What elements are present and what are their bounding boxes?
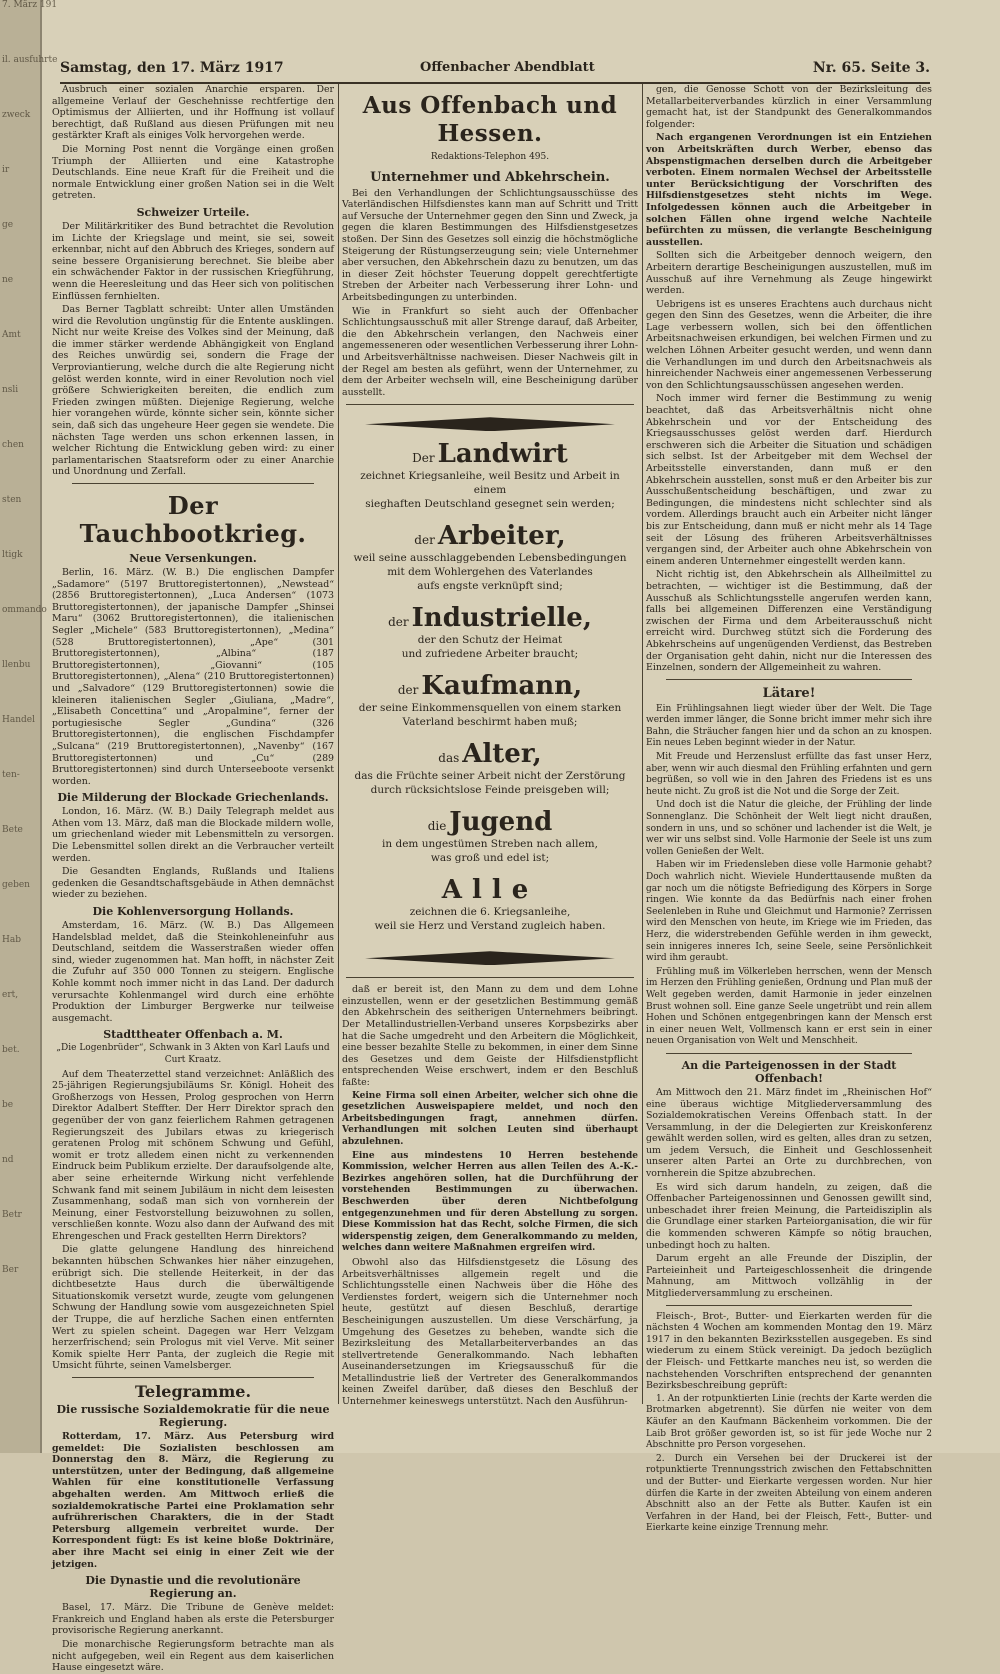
section-divider (666, 1305, 912, 1306)
ad-text-line: mit dem Wohlergehen des Vaterlandes (387, 566, 593, 579)
ad-block (352, 521, 628, 603)
laetare-heading: Lätare! (762, 685, 816, 701)
ad-article-word: der (414, 533, 435, 548)
party-paragraph: Am Mittwoch den 21. März findet im „Rheinischen Hof“ eine überaus wichtige Mitgliederversammlung des Sozialdemokratischen Vereins Offenbach statt. In der Versammlung, in der die Delegierten zur Kreiskonferenz gewählt werden sollen, wird es gelten, alles dran zu setzen, um jedem Versuch, die Einheit und Geschlossenheit unserer alten Partei an Orte zu durchbrechen, von vornherein die Spitze abzubrechen. (646, 1086, 932, 1180)
page-header (60, 56, 930, 84)
article-paragraph: Nach ergangenen Verordnungen ist ein Entziehen von Arbeitskräften durch Werber, ebenso das Abspenstigmachen derselben durch die Arbeitgeber verboten. Einem normalen Wechsel der Arbeitsstelle unter Berücksichtigung der Vorschriften des Hilfsdienstgesetzes steht nichts im Wege. Infolgedessen können auch die Arbeitgeber in solchen Fällen ohne irgend welche Nachteile befürchten zu müssen, die verlangte Bescheinigung ausstellen. (646, 132, 932, 248)
edge-text-fragment: nd (2, 1155, 14, 1165)
edge-text-fragment: ltigk (2, 550, 23, 560)
edge-text-fragment: chen (2, 440, 24, 450)
uboat-paragraph: Berlin, 16. März. (W. B.) Die englischen Dampfer „Sadamore“ (5197 Bruttoregistertonnen), „Newstead“ (2856 Bruttoregistertonnen), „Luca Andersen“ (1073 Bruttoregistertonnen), der japanische Dampfer „Shinsei Maru“ (3062 Bruttoregistertonnen), die italienischen Segler „Michele“ (583 Bruttoregistertonnen), „Medina“ (528 Bruttoregistertonnen), „Ape“ (301 Bruttoregistertonnen), „Albina“ (187 Bruttoregistertonnen), „Giovanni“ (105 Bruttoregistertonnen), „Alena“ (210 Bruttoregistertonnen) und „Salvadore“ (129 Bruttoregistertonnen) sowie die kleineren italienischen Segler „Giuliana, „Madre“, „Elisabeth Concettina“ und „Aropalmine“, ferner der portugiesische Segler „Gundina“ (326 Bruttoregistertonnen), die englischen Fischdampfer „Sulcana“ (219 Bruttoregistertonnen), „Navenby“ (167 Bruttoregistertonnen) und „Cu“ (289 Bruttoregistertonnen) sind durch Unterseeboote versenkt worden. (52, 567, 334, 787)
intro-paragraph: Die Morning Post nennt die Vorgänge einen großen Triumph der Alliierten und eine Katastrophe Deutschlands. Eine neue Kraft für die Freiheit und die normale Entwicklung einer großen Nation sei in die Welt getreten. (52, 143, 334, 202)
ad-block (352, 439, 628, 521)
header-date: Samstag, den 17. März 1917 (60, 60, 284, 76)
edge-text-fragment: Ber (2, 1265, 19, 1275)
header-paper-name: Offenbacher Abendblatt (420, 60, 595, 75)
edge-text-fragment: Hab (2, 935, 21, 945)
laetare-paragraph: Und doch ist die Natur die gleiche, der Frühling der linde Sonnenglanz. Die Schönheit der Welt liegt nicht draußen, sondern in uns, und so schöner und lachender ist die Welt, je wer wir uns selbst sind. Volle Harmonie der Seele ist uns zum vollen Genießen der Welt. (646, 800, 932, 857)
edge-text-fragment: be (2, 1100, 14, 1110)
ad-text-line: das die Früchte seiner Arbeit nicht der Zerstörung (354, 770, 626, 783)
food-cards-paragraph: Fleisch-, Brot-, Butter- und Eierkarten werden für die nächsten 4 Wochen am kommenden Montag den 19. März 1917 in den bekannten Bezirksstellen ausgegeben. Es sind wiederum zu einem Stück vereinigt. Da jedoch bezüglich der Fleisch- und Fettkarte manches neu ist, so werden die nachstehenden Vorschriften entsprechend der genannten Bezirksbeschreibung geprüft: (646, 1310, 932, 1392)
party-paragraph: Es wird sich darum handeln, zu zeigen, daß die Offenbacher Parteigenossinnen und Genossen gewillt sind, unbeschadet ihrer freien Meinung, die Parteidisziplin als die Grundlage einer starken Parteiorganisation, die wir für die kommenden schweren Kämpfe so nötig brauchen, unbedingt hoch zu halten. (646, 1181, 932, 1251)
sozial-paragraph: Rotterdam, 17. März. Aus Petersburg wird gemeldet: Die Sozialisten beschlossen am Donnerstag den 8. März, die Regierung zu unterstützen, unter der Bedingung, daß allgemeine Wahlen für eine konstitutionelle Verfassung abgehalten werden. Am Mittwoch erließ die sozialdemokratische Partei eine Proklamation sehr aufrührerischen Charakters, die in der Stadt Petersburg allgemein verbreitet wurde. Der Korrespondent fügt: Es ist keine bloße Doktrinäre, aber ihre Macht sei einig in einer Zeit wie der jetzigen. (52, 1431, 334, 1570)
ad-text-line: durch rücksichtslose Feinde preisgeben will; (370, 784, 610, 797)
greece-heading: Die Milderung der Blockade Griechenlands. (57, 791, 329, 805)
section-divider (72, 483, 314, 484)
section-divider (666, 679, 912, 680)
edge-text-fragment: nsli (2, 385, 19, 395)
abkehrschein-paragraph: Obwohl also das Hilfsdienstgesetz die Lösung des Arbeitsverhältnisses allgemein regelt und die Schlichtungsstelle einen Nachweis über die Höhe des Verdienstes fordert, weigern sich die Unternehmer noch heute, gestützt auf diesen Beschluß, derartige Bescheinigungen auszustellen. Um diese Verschärfung, ja Umgehung des Gesetzes zu beheben, wandte sich die Bezirksleitung des Metallarbeiterverbandes an das stellvertretende Generalkommando. Nach lebhaften Auseinandersetzungen im Kriegsausschuß für die Metallindustrie ließ der Vertreter des Generalkommandos keinen Zweifel darüber, daß dieses den Beschluß der Unternehmer keineswegs unterstützt. Nach den Ausführun- (342, 1256, 638, 1408)
edge-text-fragment: bet. (2, 1045, 20, 1055)
edge-text-fragment: Amt (2, 330, 21, 340)
ad-article-word: Der (412, 451, 435, 466)
abkehrschein-heading: Unternehmer und Abkehrschein. (370, 169, 610, 185)
ad-text-line: weil sie Herz und Verstand zugleich haben. (374, 920, 606, 933)
article-paragraph: Nicht richtig ist, den Abkehrschein als Allheilmittel zu betrachten, — wichtiger ist die Bestimmung, daß der Ausschuß als Schlichtungsstelle angerufen werden kann, falls bei allgemeinen Differenzen eine Verständigung zwischen der Firma und dem Arbeiterausschuß nicht erreicht wird. Durchweg stützt sich die Forderung des Abkehrscheins auf ungenügenden Verdienst, das Bestreben der Organisation geht dahin, nicht nur die Interessen des Einzelnen, sondern der Allgemeinheit zu wahren. (646, 569, 932, 674)
ad-spacer (352, 797, 628, 807)
abkehrschein-paragraph: Wie in Frankfurt so sieht auch der Offenbacher Schlichtungsausschuß mit aller Strenge darauf, daß Arbeiter, die den Abkehrschein verlangen, den Nachweis einer angemesseneren oder wesentlichen Verbesserung ihrer Lohn- und Arbeitsverhältnisse nachweisen. Dieser Nachweis gilt in der Regel am besten als geführt, wenn der Unternehmer, zu dem der Arbeiter wechseln will, eine Bescheinigung darüber ausstellt. (342, 305, 638, 398)
resolution-paragraph: Keine Firma soll einen Arbeiter, welcher sich ohne die gesetzlichen Ausweispapiere meldet, und noch den Arbeitsbedingungen fragt, annehmen dürfen. Verhandlungen mit solchen Leuten sind überhaupt abzulehnen. (342, 1090, 638, 1147)
ad-text-line: der den Schutz der Heimat (417, 634, 563, 647)
ornament-bottom (365, 951, 615, 965)
food-cards-paragraph: 1. An der rotpunktierten Linie (rechts der Karte werden die Brotmarken abgetrennt). Sie dürfen nie weiter von dem Käufer an den Kaufmann Bäckenheim vorkommen. Die der Laib Brot größer geworden ist, so ist für jede Woche nur 2 Abschnitte pro Person vorgesehen. (646, 1393, 932, 1451)
ad-keyword: Jugend (449, 807, 553, 838)
coal-paragraph: Amsterdam, 16. März. (W. B.) Das Allgemeen Handelsblad meldet, daß die Steinkohleneinfuhr aus Deutschland, seitdem die Wasserstraßen wieder offen sind, wieder zugenommen hat. Man hofft, in nächster Zeit die Zufuhr auf 350 000 Tonnen zu steigern. Englische Kohle kommt noch immer nicht in das Land. Der dadurch verursachte Kohlenmangel wird durch eine erhöhte Produktion der Limburger Bergwerke nur teilweise ausgemacht. (52, 920, 334, 1024)
section-divider (666, 1053, 912, 1054)
edge-text-fragment: ert, (2, 990, 19, 1000)
edge-text-fragment: ge (2, 220, 14, 230)
food-cards-paragraph: 2. Durch ein Versehen bei der Druckerei ist der rotpunktierte Trennungsstrich zwischen den Fettabschnitten und der Butter- und Eierkarte vergessen worden. Nur hier dürfen die Karte in der zweiten Abteilung von einem anderen Abschnitt also an der Fette als Butter. Kaufen ist ein Verfahren in der Hand, bei der Fleisch, Fett-, Butter- und Eierkarte keine einzige Trennung mehr. (646, 1453, 932, 1534)
section-divider (72, 1377, 314, 1378)
sozial-heading: Die russische Sozialdemokratie für die neue Regierung. (56, 1403, 330, 1429)
uboat-subheading: Neue Versenkungen. (129, 552, 257, 565)
coal-heading: Die Kohlenversorgung Hollands. (92, 905, 294, 919)
ad-spacer (352, 933, 628, 943)
edge-text-fragment: Bete (2, 825, 23, 835)
swiss-paragraph: Das Berner Tagblatt schreibt: Unter allen Umständen wird die Revolution ungünstig für die Entente ausklingen. Nicht nur weite Kreise des Volkes sind der Meinung, daß die immer stärker werdende Abhängigkeit von England des Reiches unwürdig sei, sondern die Frage der Verproviantierung, welche durch die alte Regierung nicht gelöst werden konnte, wird in einer Revolution noch viel größere Schwierigkeiten bereiten, die endlich zum Frieden zwingen müßten. Diejenige Regierung, welche hier vorangehen würde, könnte sicher sein, könnte sicher sein, daß sich das ungeheure Heer gegen sie wendete. Die nächsten Tage werden uns schon erkennen lassen, in welcher Richtung die Entwicklung geben wird: zu einer parlamentarischen Staatsreform oder zu einer Anarchie und Unordnung und Zerfall. (52, 304, 334, 478)
ad-text-line: aufs engste verknüpft sind; (417, 580, 563, 593)
edge-text-fragment: il. ausfuhrte (2, 55, 58, 65)
abkehrschein-paragraph: Bei den Verhandlungen der Schlichtungsausschüsse des Vaterländischen Hilfsdienstes kann man auf Schritt und Tritt auf Versuche der Unternehmer gegen den Sinn und Zweck, ja gegen die klaren Bestimmungen des Hilfsdienstgesetzes stoßen. Der Sinn des Gesetzes soll einzig die höchstmögliche Steigerung der Rüstungserzeugung sein; viele Unternehmer aber versuchen, den Abkehrschein dazu zu benutzen, um das in dieser Zeit höchster Teuerung doppelt gerechtfertigte Streben der Arbeiter nach Verbesserung ihrer Lohn- und Arbeitsbedingungen zu unterbinden. (342, 187, 638, 303)
edge-text-fragment: llenbu (2, 660, 31, 670)
uboat-heading: Der Tauchbootkrieg. (79, 491, 307, 548)
ad-spacer (352, 661, 628, 671)
ad-spacer (352, 593, 628, 603)
article-paragraph: gen, die Genosse Schott von der Bezirksleitung des Metallarbeiterverbandes kürzlich in einer Versammlung gemacht hat, ist der Standpunkt des Generalkommandos folgender: (646, 84, 932, 130)
greece-paragraph: London, 16. März. (W. B.) Daily Telegraph meldet aus Athen vom 13. März, daß man die Blockade mildern wolle, um griechenland wieder mit Lebensmitteln zu versorgen. Die Lebensmittel sollen direkt an die Verbraucher verteilt werden. (52, 806, 334, 864)
ad-article-word: der (397, 683, 419, 698)
header-page-number: Nr. 65. Seite 3. (812, 60, 930, 76)
party-heading: An die Parteigenossen in der Stadt Offenbach! (681, 1058, 897, 1085)
ad-block (352, 739, 628, 807)
column-rule-1 (338, 84, 339, 1404)
ad-keyword: Kaufmann, (421, 671, 583, 702)
ad-block (352, 671, 628, 739)
ad-text-line: in dem ungestümen Streben nach allem, (382, 838, 598, 851)
theater-paragraph: Die glatte gelungene Handlung des hinreichend bekannten hübschen Schwankes hier näher einzugehen, erübrigt sich. Die stellende Heiterkeit, in der das dichtbesetzte Haus durch die überwältigende Situationskomik versetzt wurde, zeugte vom gelungenen Schwung der Handlung sowie vom ausgezeichneten Spiel der Truppe, die auf herzliche Sachen einen entfernten Wert zu spielen scheint. Dagegen war Herr Velzgam herzerfrischend; sein Prologus mit viel Verve. Mit seiner Komik spielte Herr Panta, der zugleich die Regie mit Umsicht führte, seinen Vamelsberger. (52, 1244, 334, 1372)
laetare-paragraph: Frühling muß im Völkerleben herrschen, wenn der Mensch im Herzen den Frühling genießen, Ordnung und Plan muß der Welt gegeben werden, damit Harmonie in jeder einzelnen Brust wohnen soll. Eine ganze Seele ungetrübt und rein allem Hohen und Schönen entgegenbringen kann der Mensch erst in einer neuen Welt, Vollmensch kann er erst sein in einer neuen Organisation von Welt und Menschheit. (646, 966, 932, 1047)
laetare-paragraph: Ein Frühlingsahnen liegt wieder über der Welt. Die Tage werden immer länger, die Sonne bricht immer mehr sich ihre Bahn, die Sträucher fangen hier und da schon an zu knospen. Ein neues Leben beginnt wieder in der Natur. (646, 703, 932, 749)
local-news-heading: Aus Offenbach und Hessen. (362, 92, 618, 147)
column-rule-2 (642, 84, 643, 1404)
swiss-heading: Schweizer Urteile. (136, 205, 250, 219)
theater-paragraph: Auf dem Theaterzettel stand verzeichnet: Anläßlich des 25-jährigen Regierungsjubiläums Sr. Königl. Hoheit des Großherzogs von Hessen, Prolog gesprochen von Herrn Direktor Adalbert Steffter. Der Herr Direktor sprach den gegenüber der von ganz feierlichem Rahmen getragenen Regierungszeit des Jubilars etwas zu kriegerisch geratenen Prolog mit schönem Schwung und Gefühl, womit er trotz alledem einen nicht zu verkennenden Eindruck beim Publikum erzielte. Der daraufsolgende alte, aber seine erheiternde Wirkung nicht verfehlende Schwank fand mit seinem Jubiläum in nicht dem leisesten Zusammenhang, sodaß man sich von vornherein der Meinung, einer Festvorstellung beizuwohnen zu sollen, verschließen konnte. Wozu also dann der Aufwand des mit Ehrengeschen und Frack gestellten Herrn Direktors? (52, 1068, 334, 1242)
article-paragraph: Uebrigens ist es unseres Erachtens auch durchaus nicht gegen den Sinn des Gesetzes, wenn die Arbeiter, die ihre Lage verbessern wollen, sich bei den öffentlichen Arbeitsnachweisen erkundigen, bei welchen Firmen und zu welchen Löhnen Arbeiter gesucht werden, und wenn dann die Verhandlungen im und durch den Arbeitsnachweis als hinreichender Nachweis einer angemessenen Verbesserung von den Schlichtungsausschüssen angesehen werden. (646, 298, 932, 391)
edge-text-fragment: ten- (2, 770, 20, 780)
theater-heading: Stadttheater Offenbach a. M. (103, 1028, 283, 1042)
dynasty-heading: Die Dynastie und die revolutionäre Regierung an. (85, 1574, 301, 1601)
edge-text-fragment: ommando (2, 605, 47, 615)
ad-article-word: die (427, 819, 447, 834)
ad-block (352, 603, 628, 671)
ad-spacer (352, 865, 628, 875)
war-bond-advertisement (346, 404, 634, 978)
ad-keyword: Alter, (462, 739, 542, 770)
adjacent-page-edge (0, 0, 58, 1453)
edge-text-fragment: Handel (2, 715, 35, 725)
ad-text-line: sieghaften Deutschland gesegnet sein werden; (365, 498, 615, 511)
ad-text-line: Vaterland beschirmt haben muß; (402, 716, 578, 729)
editorial-telephone: Redaktions-Telephon 495. (430, 152, 550, 162)
intro-paragraph: Ausbruch einer sozialen Anarchie ersparen. Der allgemeine Verlauf der Geschehnisse rechtfertige den Optimismus der Alliierten, und ihr Hoffnung ist vollauf berechtigt, daß Rußland aus diesen Prüfungen mit neu gestärkter Kraft als einiges Volk hervorgehen werde. (52, 84, 334, 142)
ad-text-line: zeichnet Kriegsanleihe, weil Besitz und Arbeit in einem (360, 470, 620, 497)
edge-text-fragment: Betr (2, 1210, 22, 1220)
ad-keyword: Alle (441, 875, 539, 906)
dynasty-paragraph: Basel, 17. März. Die Tribune de Genève meldet: Frankreich und England haben als erste die Petersburger provisorische Regierung anerkannt. (52, 1602, 334, 1637)
intro-section (52, 84, 334, 202)
party-paragraph: Darum ergeht an alle Freunde der Disziplin, der Parteieinheit und Parteigeschlossenheit die dringende Mahnung, am Mittwoch vollzählig in der Mitgliederversammlung zu erscheinen. (646, 1253, 932, 1299)
ad-spacer (352, 511, 628, 521)
telegrams-heading: Telegramme. (134, 1382, 252, 1401)
article-paragraph: Sollten sich die Arbeitgeber dennoch weigern, den Arbeitern derartige Bescheinigungen auszustellen, muß im Ausschuß auf ihre Vernehmung als Zeuge hingewirkt werden. (646, 250, 932, 297)
dynasty-paragraph: Die monarchische Regierungsform betrachte man als nicht aufgegeben, weil ein Regent aus dem kaiserlichen Hause eingesetzt wäre. (52, 1638, 334, 1674)
ad-text-line: der seine Einkommensquellen von einem starken (358, 702, 622, 715)
column-left (52, 84, 334, 1674)
edge-text-fragment: ir (2, 165, 10, 175)
edge-text-fragment: zweck (2, 110, 31, 120)
ad-article-word: der (388, 615, 409, 630)
resolution-paragraph: Eine aus mindestens 10 Herren bestehende Kommission, welcher Herren aus allen Teilen des A.-K.-Bezirkes angehören sollen, hat die Durchführung der vorstehenden Bestimmungen zu überwachen. Beschwerden über deren Nichtbefolgung entgegenzunehmen und für deren Abstellung zu sorgen. Diese Kommission hat das Recht, solche Firmen, die sich widerspenstig zeigen, dem Generalkommando zu melden, welches dann weitere Maßnahmen ergreifen wird. (342, 1150, 638, 1254)
edge-text-fragment: geben (2, 880, 30, 890)
edge-text-fragment: ne (2, 275, 14, 285)
ad-block (352, 807, 628, 875)
ad-block (352, 875, 628, 943)
swiss-paragraph: Der Militärkritiker des Bund betrachtet die Revolution im Lichte der Kriegslage und meint, sie sei, soweit erkennbar, nicht auf den Abbruch des Krieges, sondern auf seine bessere Organisierung berechnet. Sie bleibe aber ein schwächender Faktor in der russischen Kriegführung, wenn die Heeresleitung und das Heer sich von politischen Einflüssen fernhielten. (52, 220, 334, 302)
ad-text-line: weil seine ausschlaggebenden Lebensbedingungen (353, 552, 627, 565)
ad-text-line: zeichnen die 6. Kriegsanleihe, (409, 906, 571, 919)
edge-text-fragment: 7. März 191 (2, 0, 58, 10)
ornament-top (365, 417, 615, 431)
ad-article-word: das (438, 751, 460, 766)
abkehrschein-paragraph: daß er bereit ist, den Mann zu dem und dem Lohne einzustellen, wenn er der gesetzlichen Bestimmung gemäß den Abkehrschein des seitherigen Unternehmers beibringt. Der Metallindustriellen-Verband unseres Korpsbezirks aber hat die Sache umgedreht und den Arbeitern die Möglichkeit, eine besser bezahlte Stelle zu bekommen, in einer dem Sinne des Gesetzes und dem Geiste der Hilfsdienstpflicht entsprechenden Weise erschwert, indem er den Beschluß faßte: (342, 984, 638, 1089)
ad-keyword: Landwirt (437, 439, 568, 470)
theater-subheading: „Die Logenbrüder“, Schwank in 3 Akten von Karl Laufs und Curt Kraatz. (56, 1043, 330, 1065)
column-middle (342, 84, 638, 1424)
laetare-paragraph: Mit Freude und Herzenslust erfüllte das fast unser Herz, aber, wenn wir auch diesmal den Frühling erfahnten und gern begrüßen, so voll wie in den Jahren des Friedens ist es uns heute nicht. Zu groß ist die Not und die Sorge der Zeit. (646, 752, 932, 797)
greece-paragraph: Die Gesandten Englands, Rußlands und Italiens gedenken die Gesandtschaftsgebäude in Athen demnächst wieder zu beziehen. (52, 866, 334, 901)
article-paragraph: Noch immer wird ferner die Bestimmung zu wenig beachtet, daß das Arbeitsverhältnis nicht ohne Abkehrschein und vor der Entscheidung des Kriegsausschusses gelöst werden darf. Hierdurch erschweren sich die Arbeiter die Situation und schädigen sich selbst. Ist der Arbeitgeber mit dem Wechsel der Arbeitsstelle einverstanden, dann muß er den Abkehrschein ausstellen, sonst muß er den Arbeiter bis zur Ausschußentscheidung beschäftigen, und zwar zu Bedingungen, die mindestens nicht schlechter sind als vordem. Allerdings braucht auch ein Arbeiter nicht länger bis zur Entscheidung, dann muß er nicht mehr als 14 Tage seit der Lösung des früheren Arbeitsverhältnisses vergangen sind, der Arbeiter auch ohne Abkehrschein von einem anderen Unternehmer eingestellt werden kann. (646, 393, 932, 567)
ad-spacer (352, 729, 628, 739)
column-right (646, 84, 932, 1534)
ad-keyword: Industrielle, (411, 603, 592, 634)
ad-text-line: was groß und edel ist; (430, 852, 550, 865)
laetare-paragraph: Haben wir im Friedensleben diese volle Harmonie gehabt? Doch wahrlich nicht. Wieviele Hunderttausende mußten da gar noch um die nötigste Befriedigung des Körpers in Sorge ringen. Wie konnte da das Bedürfnis nach einer frohen Seelenleben in Ruhe und Gleichmut und Harmonie? Zerrissen wird den Menschen von heute, im Kriege wie im Frieden, das Herz, die widerstrebenden Gefühle werden in ihm geweckt, sein innigeres inneres Ich, seine Seele, seine Persönlichkeit wird ihm geraubt. (646, 860, 932, 964)
ad-text-line: und zufriedene Arbeiter braucht; (401, 648, 579, 661)
ad-keyword: Arbeiter, (437, 521, 566, 552)
edge-text-fragment: sten (2, 495, 22, 505)
